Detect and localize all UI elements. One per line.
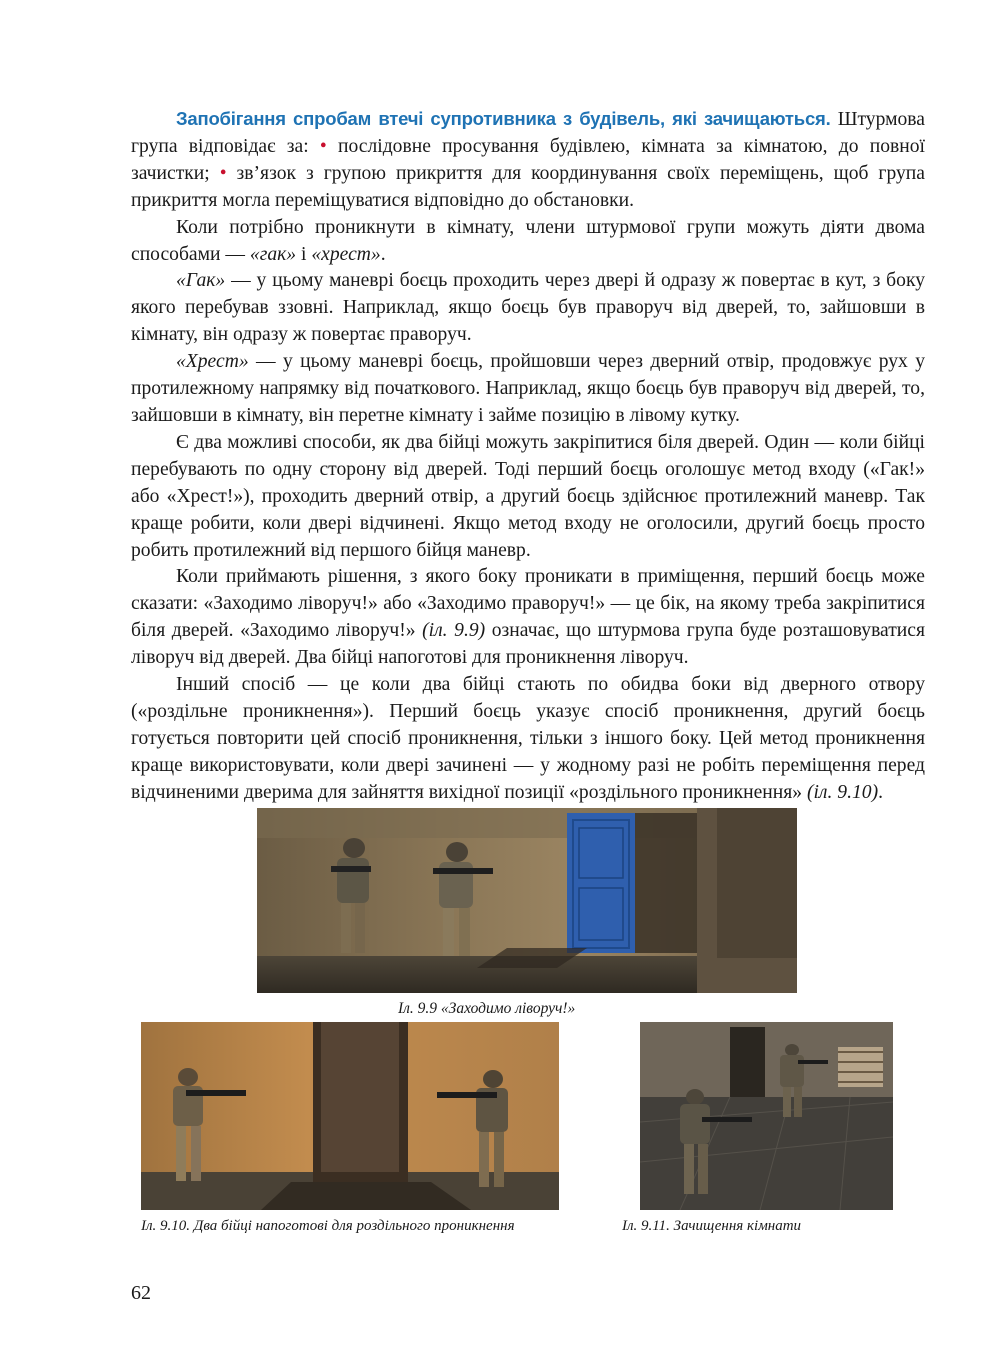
blue-door <box>567 813 635 953</box>
paragraph-text: означає, що штурмова група буде розташовуватися ліворуч від дверей. Два бійці напоготові для проникнення ліворуч. <box>131 620 926 669</box>
figure-reference: (іл. 9.9) <box>422 620 486 642</box>
paragraph-text: Коли потрібно проникнути в кімнату, члени штурмової групи можуть діяти двома способами — <box>131 216 925 265</box>
paragraph-text: — у цьому маневрі боєць, пройшовши через дверний отвір, продовжує рух у протилежному напрямку від початкового. Наприклад, якщо боєць був праворуч від дверей, то, зайшовши в кімнату, він перетне кімнату і займе позицію в лівому кутку. <box>131 351 925 426</box>
paragraph-text: Інший спосіб — це коли два бійці стають по обидва боки від дверного отвору («роздільне проникнення»). Перший боєць указує спосіб проникнення, другий боєць готується повторити цей спосіб проникнення, тільки з іншого боку. Цей метод проникнення краще використовувати, коли двері зачинені — у жодному разі не робіть переміщення перед відчиненими дверима для зайняття вихідної позиції «роздільного проникнення» <box>131 674 925 803</box>
bullet-marker: • <box>219 162 227 184</box>
bullet-marker: • <box>319 135 327 157</box>
paragraph-text: — у цьому маневрі боєць проходить через двері й одразу ж повертає в кут, з боку якого перебував ззовні. Наприклад, якщо боєць був праворуч від дверей, то, зайшовши в кімнату, він одразу ж повертає праворуч. <box>131 270 925 346</box>
figure-9-9-image <box>257 808 797 993</box>
paragraph-entry-side <box>131 564 925 672</box>
page-number: 62 <box>131 1282 151 1304</box>
paragraph-text: послідовне просування будівлею, кімната за кімнатою, до повної зачистки; <box>131 135 925 184</box>
paragraph-cross <box>131 349 925 430</box>
paragraph-text: і <box>296 243 312 265</box>
inner-doorway <box>730 1027 765 1097</box>
section-heading: Запобігання спробам втечі супротивника з будівель, які зачищаються. <box>176 108 831 129</box>
figure-9-11-image <box>640 1022 893 1210</box>
paragraph-text: Штурмова група відповідає за: <box>131 109 925 157</box>
paragraph-hook <box>131 268 925 349</box>
term-cross: «хрест» <box>311 243 381 265</box>
figure-9-11-caption: Іл. 9.11. Зачищення кімнати <box>622 1218 802 1234</box>
figure-9-9-caption: Іл. 9.9 «Заходимо ліворуч!» <box>398 1000 576 1017</box>
paragraph-text: зв’язок з групою прикриття для координування своїх переміщень, щоб група прикриття могла переміщуватися відповідно до обстановки. <box>131 162 925 211</box>
figure-9-10-caption: Іл. 9.10. Два бійці напоготові для роздільного проникнення <box>141 1218 515 1234</box>
paragraph-split-entry <box>131 672 925 807</box>
term-cross: «Хрест» <box>176 351 249 373</box>
paragraph-escape-prevention <box>131 106 925 215</box>
paragraph-entry-methods <box>131 215 925 269</box>
term-hook: «Гак» <box>176 270 226 292</box>
paragraph-two-ways <box>131 430 925 565</box>
figure-9-10-image <box>141 1022 559 1210</box>
paragraph-text: Коли приймають рішення, з якого боку проникати в приміщення, перший боєць може сказати: «Заходимо ліворуч!» або «Заходимо праворуч!» — це бік, на якому треба закріпитися біля дверей. «Заходимо ліворуч!» <box>131 566 925 642</box>
term-hook: «гак» <box>249 243 297 265</box>
body-text <box>131 106 925 807</box>
paragraph-text: . <box>878 781 883 803</box>
figure-reference: (іл. 9.10) <box>806 781 879 803</box>
paragraph-text: Є два можливі способи, як два бійці можуть закріпитися біля дверей. Один — коли бійці перебувають по одну сторону від дверей. Тоді перший боєць оголошує метод входу («Гак!» або «Хрест!»), проходить дверний отвір, а другий боєць здійснює протилежний маневр. Так краще робити, коли двері відчинені. Якщо метод входу не оголосили, другий боєць просто робить протилежний від першого бійця маневр. <box>131 431 925 561</box>
paragraph-text: . <box>380 243 386 265</box>
